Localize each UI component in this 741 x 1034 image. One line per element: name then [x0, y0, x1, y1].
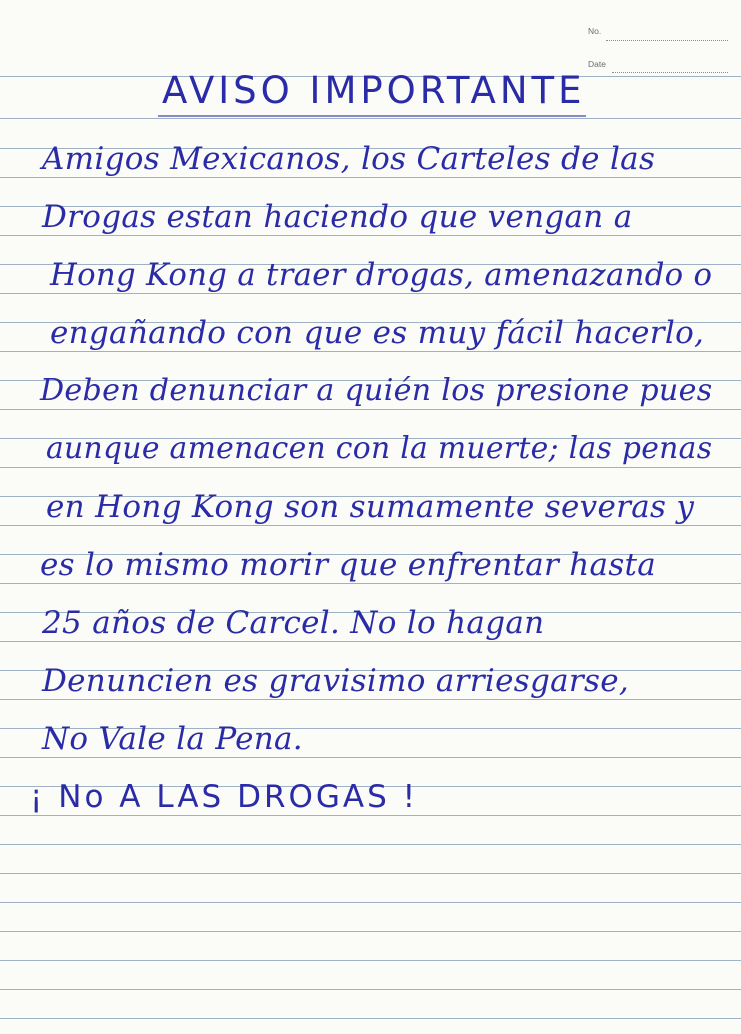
- ruled-line: [0, 641, 741, 642]
- title-underline: [158, 115, 586, 117]
- ruled-line: [0, 177, 741, 178]
- ruled-line: [0, 699, 741, 700]
- ruled-line: [0, 583, 741, 584]
- notice-line: es lo mismo morir que enfrentar hasta: [40, 547, 657, 583]
- ruled-line: [0, 931, 741, 932]
- ruled-line: [0, 844, 741, 845]
- ruled-line: [0, 815, 741, 816]
- notice-line: Drogas estan haciendo que vengan a: [42, 199, 633, 235]
- date-label: Date: [588, 59, 606, 69]
- ruled-line: [0, 293, 741, 294]
- notice-line: aunque amenacen con la muerte; las penas: [46, 431, 713, 466]
- ruled-line: [0, 525, 741, 526]
- notice-line: Hong Kong a traer drogas, amenazando o: [50, 257, 713, 293]
- ruled-line: [0, 467, 741, 468]
- notice-line: Denuncien es gravisimo arriesgarse,: [42, 663, 629, 699]
- ruled-line: [0, 351, 741, 352]
- notice-line: engañando con que es muy fácil hacerlo,: [50, 315, 705, 351]
- notice-line: Deben denunciar a quién los presione pues: [40, 373, 713, 408]
- ruled-line: [0, 235, 741, 236]
- ruled-line: [0, 1018, 741, 1019]
- notice-line: en Hong Kong son sumamente severas y: [46, 489, 695, 525]
- date-line: [612, 72, 728, 73]
- ruled-line: [0, 873, 741, 874]
- notice-line: Amigos Mexicanos, los Carteles de las: [42, 141, 656, 177]
- notice-title: AVISO IMPORTANTE: [162, 69, 586, 112]
- ruled-line: [0, 118, 741, 119]
- notice-slogan: ¡ No A LAS DROGAS !: [30, 779, 419, 815]
- ruled-line: [0, 757, 741, 758]
- ruled-line: [0, 409, 741, 410]
- notice-line: 25 años de Carcel. No lo hagan: [42, 605, 545, 641]
- ruled-line: [0, 902, 741, 903]
- ruled-line: [0, 989, 741, 990]
- notice-line: No Vale la Pena.: [42, 721, 303, 757]
- no-label: No.: [588, 26, 602, 36]
- ruled-line: [0, 960, 741, 961]
- no-line: [606, 40, 728, 41]
